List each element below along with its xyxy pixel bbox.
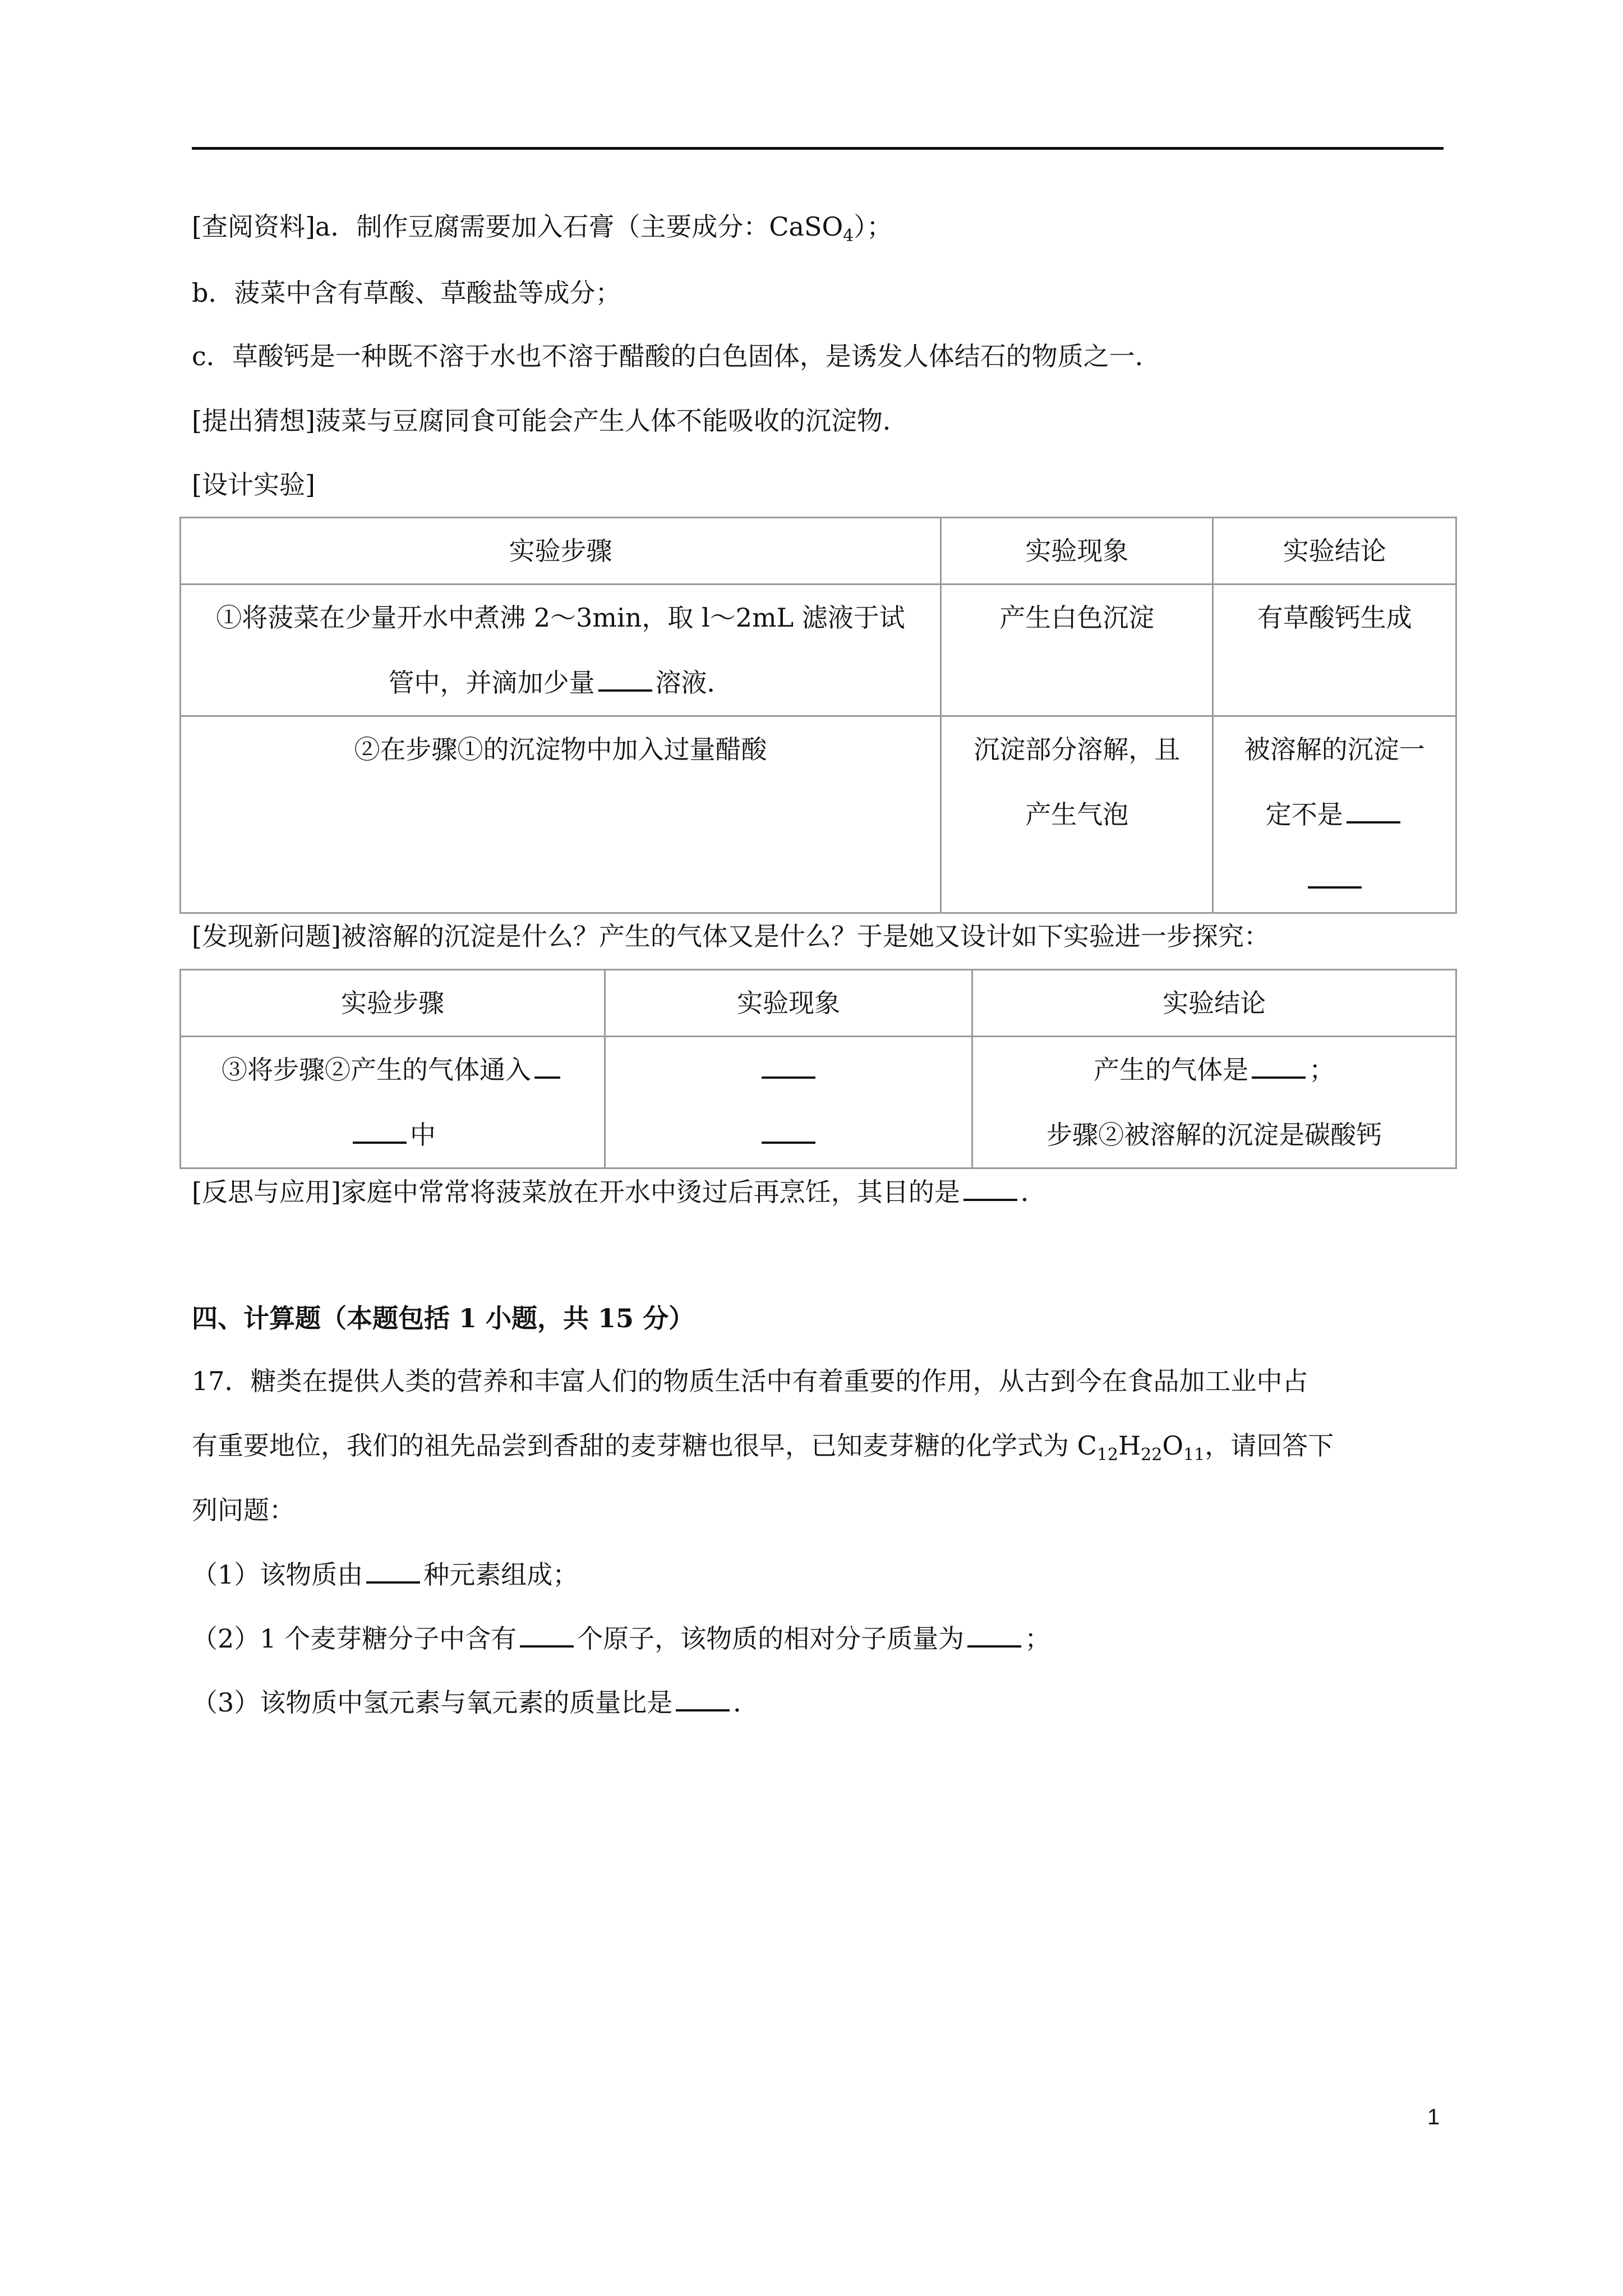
table1-row-2 — [181, 716, 1456, 913]
q17-line2-suffix: ，请回答下 — [1205, 1430, 1334, 1461]
table1-header-row — [181, 518, 1456, 585]
table1-header-step: 实验步骤 — [181, 518, 941, 585]
table1-row2-conclusion — [1213, 716, 1456, 913]
table1-row1-step-line2 — [189, 650, 932, 715]
reference-line-c: c．草酸钙是一种既不溶于水也不溶于醋酸的白色固体，是诱发人体结石的物质之一． — [192, 341, 1161, 371]
table1-row1-conclusion: 有草酸钙生成 — [1213, 585, 1456, 716]
table1-header-phenomenon: 实验现象 — [941, 518, 1213, 585]
hypothesis-line: [提出猜想]菠菜与豆腐同食可能会产生人体不能吸收的沉淀物． — [192, 406, 909, 436]
table1-row2-conclusion-line3 — [1221, 847, 1447, 912]
table2-row1-phenomenon — [605, 1037, 972, 1168]
answer-blank-not-precipitate — [1347, 797, 1400, 823]
table1-row1-phenomenon: 产生白色沉淀 — [941, 585, 1213, 716]
table2-header-row — [181, 970, 1456, 1037]
answer-blank-reagent — [598, 665, 652, 692]
design-experiment-label: [设计实验] — [192, 470, 315, 500]
q17-part3-suffix: ． — [733, 1687, 759, 1718]
table1-row1-step — [181, 585, 941, 716]
table1-row2-phenomenon — [941, 716, 1213, 913]
subscript-11: 11 — [1183, 1445, 1205, 1465]
q17-line3: 列问题： — [192, 1495, 295, 1525]
q17-part2-text: （2）1 个麦芽糖分子中含有 — [192, 1623, 517, 1654]
table2-row1-phenomenon-line2 — [614, 1102, 963, 1167]
q17-part2 — [192, 1621, 1444, 1657]
reference-line-a — [192, 209, 1444, 254]
table2-row1-step-line2-text: 中 — [410, 1120, 436, 1150]
answer-blank-element-count — [366, 1557, 420, 1584]
table2-row1-phenomenon-line1 — [614, 1037, 963, 1102]
experiment-table-2 — [179, 969, 1457, 1169]
table2-row1-step — [181, 1037, 605, 1168]
q17-part3-text: （3）该物质中氢元素与氧元素的质量比是 — [192, 1687, 673, 1718]
reflection-line — [192, 1174, 1444, 1210]
reflection-text: [反思与应用]家庭中常常将菠菜放在开水中烫过后再烹饪，其目的是 — [192, 1177, 960, 1207]
table2-row1-conclusion — [972, 1037, 1456, 1168]
table2-row1-step-line1-text: ③将步骤②产生的气体通入 — [222, 1055, 531, 1085]
table1-row2-phenomenon-line1: 沉淀部分溶解，且 — [974, 734, 1181, 765]
answer-blank-gas-identity — [1252, 1052, 1306, 1079]
table2-row1-conclusion-line1 — [981, 1037, 1447, 1102]
table1-header-conclusion: 实验结论 — [1213, 518, 1456, 585]
table2-row1-conclusion-line2: 步骤②被溶解的沉淀是碳酸钙 — [1046, 1120, 1382, 1150]
reference-a-suffix: ）； — [854, 211, 893, 242]
formula-h: H — [1118, 1430, 1141, 1461]
reflection-suffix: ． — [1020, 1177, 1046, 1207]
q17-part2-mid: 个原子，该物质的相对分子质量为 — [577, 1623, 965, 1654]
q17-line2-text: 有重要地位，我们的祖先品尝到香甜的麦芽糖也很早，已知麦芽糖的化学式为 C — [192, 1430, 1097, 1461]
answer-blank-gas-into — [534, 1052, 560, 1079]
q17-part2-suffix: ； — [1025, 1623, 1051, 1654]
subscript-12: 12 — [1096, 1445, 1119, 1465]
answer-blank-phenomenon-cont — [762, 1117, 815, 1144]
table1-row2-conclusion-line2-text: 定不是 — [1265, 799, 1343, 830]
table2-row1-conclusion-prefix: 产生的气体是 — [1094, 1055, 1249, 1085]
q17-line1: 17．糖类在提供人类的营养和丰富人们的物质生活中有着重要的作用，从古到今在食品加工业中占 — [192, 1366, 1308, 1396]
header-rule — [192, 147, 1444, 150]
answer-blank-mass-ratio — [676, 1685, 730, 1711]
table1-row-1 — [181, 585, 1456, 716]
q17-part1 — [192, 1557, 1444, 1593]
table1-row2-conclusion-line2 — [1221, 782, 1447, 847]
table2-header-step: 实验步骤 — [181, 970, 605, 1037]
table2-row1-step-line1 — [189, 1037, 596, 1102]
answer-blank-atom-count — [520, 1621, 574, 1648]
reference-line-b: b．菠菜中含有草酸、草酸盐等成分； — [192, 278, 621, 308]
reference-a-text: [查阅资料]a．制作豆腐需要加入石膏（主要成分：CaSO — [192, 211, 843, 242]
table2-row-1 — [181, 1037, 1456, 1168]
table1-row1-step-line2-suffix: 溶液． — [655, 668, 733, 698]
new-question-line: [发现新问题]被溶解的沉淀是什么？产生的气体又是什么？于是她又设计如下实验进一步探究： — [192, 921, 1270, 951]
table2-row1-conclusion-suffix: ； — [1309, 1055, 1335, 1085]
formula-o: O — [1162, 1430, 1184, 1461]
subscript-22: 22 — [1141, 1445, 1163, 1465]
table2-header-phenomenon: 实验现象 — [605, 970, 972, 1037]
experiment-table-1 — [179, 517, 1457, 914]
q17-part3 — [192, 1685, 1444, 1720]
table2-header-conclusion: 实验结论 — [972, 970, 1456, 1037]
answer-blank-phenomenon — [762, 1052, 815, 1079]
q17-part1-suffix: 种元素组成； — [423, 1559, 579, 1590]
subscript-4: 4 — [843, 226, 854, 246]
table1-row1-step-line2-prefix: 管中，并滴加少量 — [388, 668, 595, 698]
section-4-title: 四、计算题（本题包括 1 小题，共 15 分） — [192, 1303, 695, 1333]
table1-row1-step-line1: ①将菠菜在少量开水中煮沸 2～3min，取 l～2mL 滤液于试 — [216, 602, 905, 633]
q17-part1-text: （1）该物质由 — [192, 1559, 363, 1590]
answer-blank-purpose — [963, 1174, 1017, 1201]
table1-row2-conclusion-line1: 被溶解的沉淀一 — [1244, 734, 1425, 765]
answer-blank-not-precipitate-cont — [1308, 862, 1362, 889]
q17-line2 — [192, 1428, 1444, 1473]
table1-row2-phenomenon-line2: 产生气泡 — [1025, 799, 1129, 830]
table2-row1-step-line2 — [189, 1102, 596, 1167]
answer-blank-molecular-mass — [967, 1621, 1021, 1648]
page-number: 1 — [1427, 2105, 1440, 2129]
answer-blank-gas-into-cont — [353, 1117, 407, 1144]
table1-row2-step: ②在步骤①的沉淀物中加入过量醋酸 — [181, 716, 941, 913]
